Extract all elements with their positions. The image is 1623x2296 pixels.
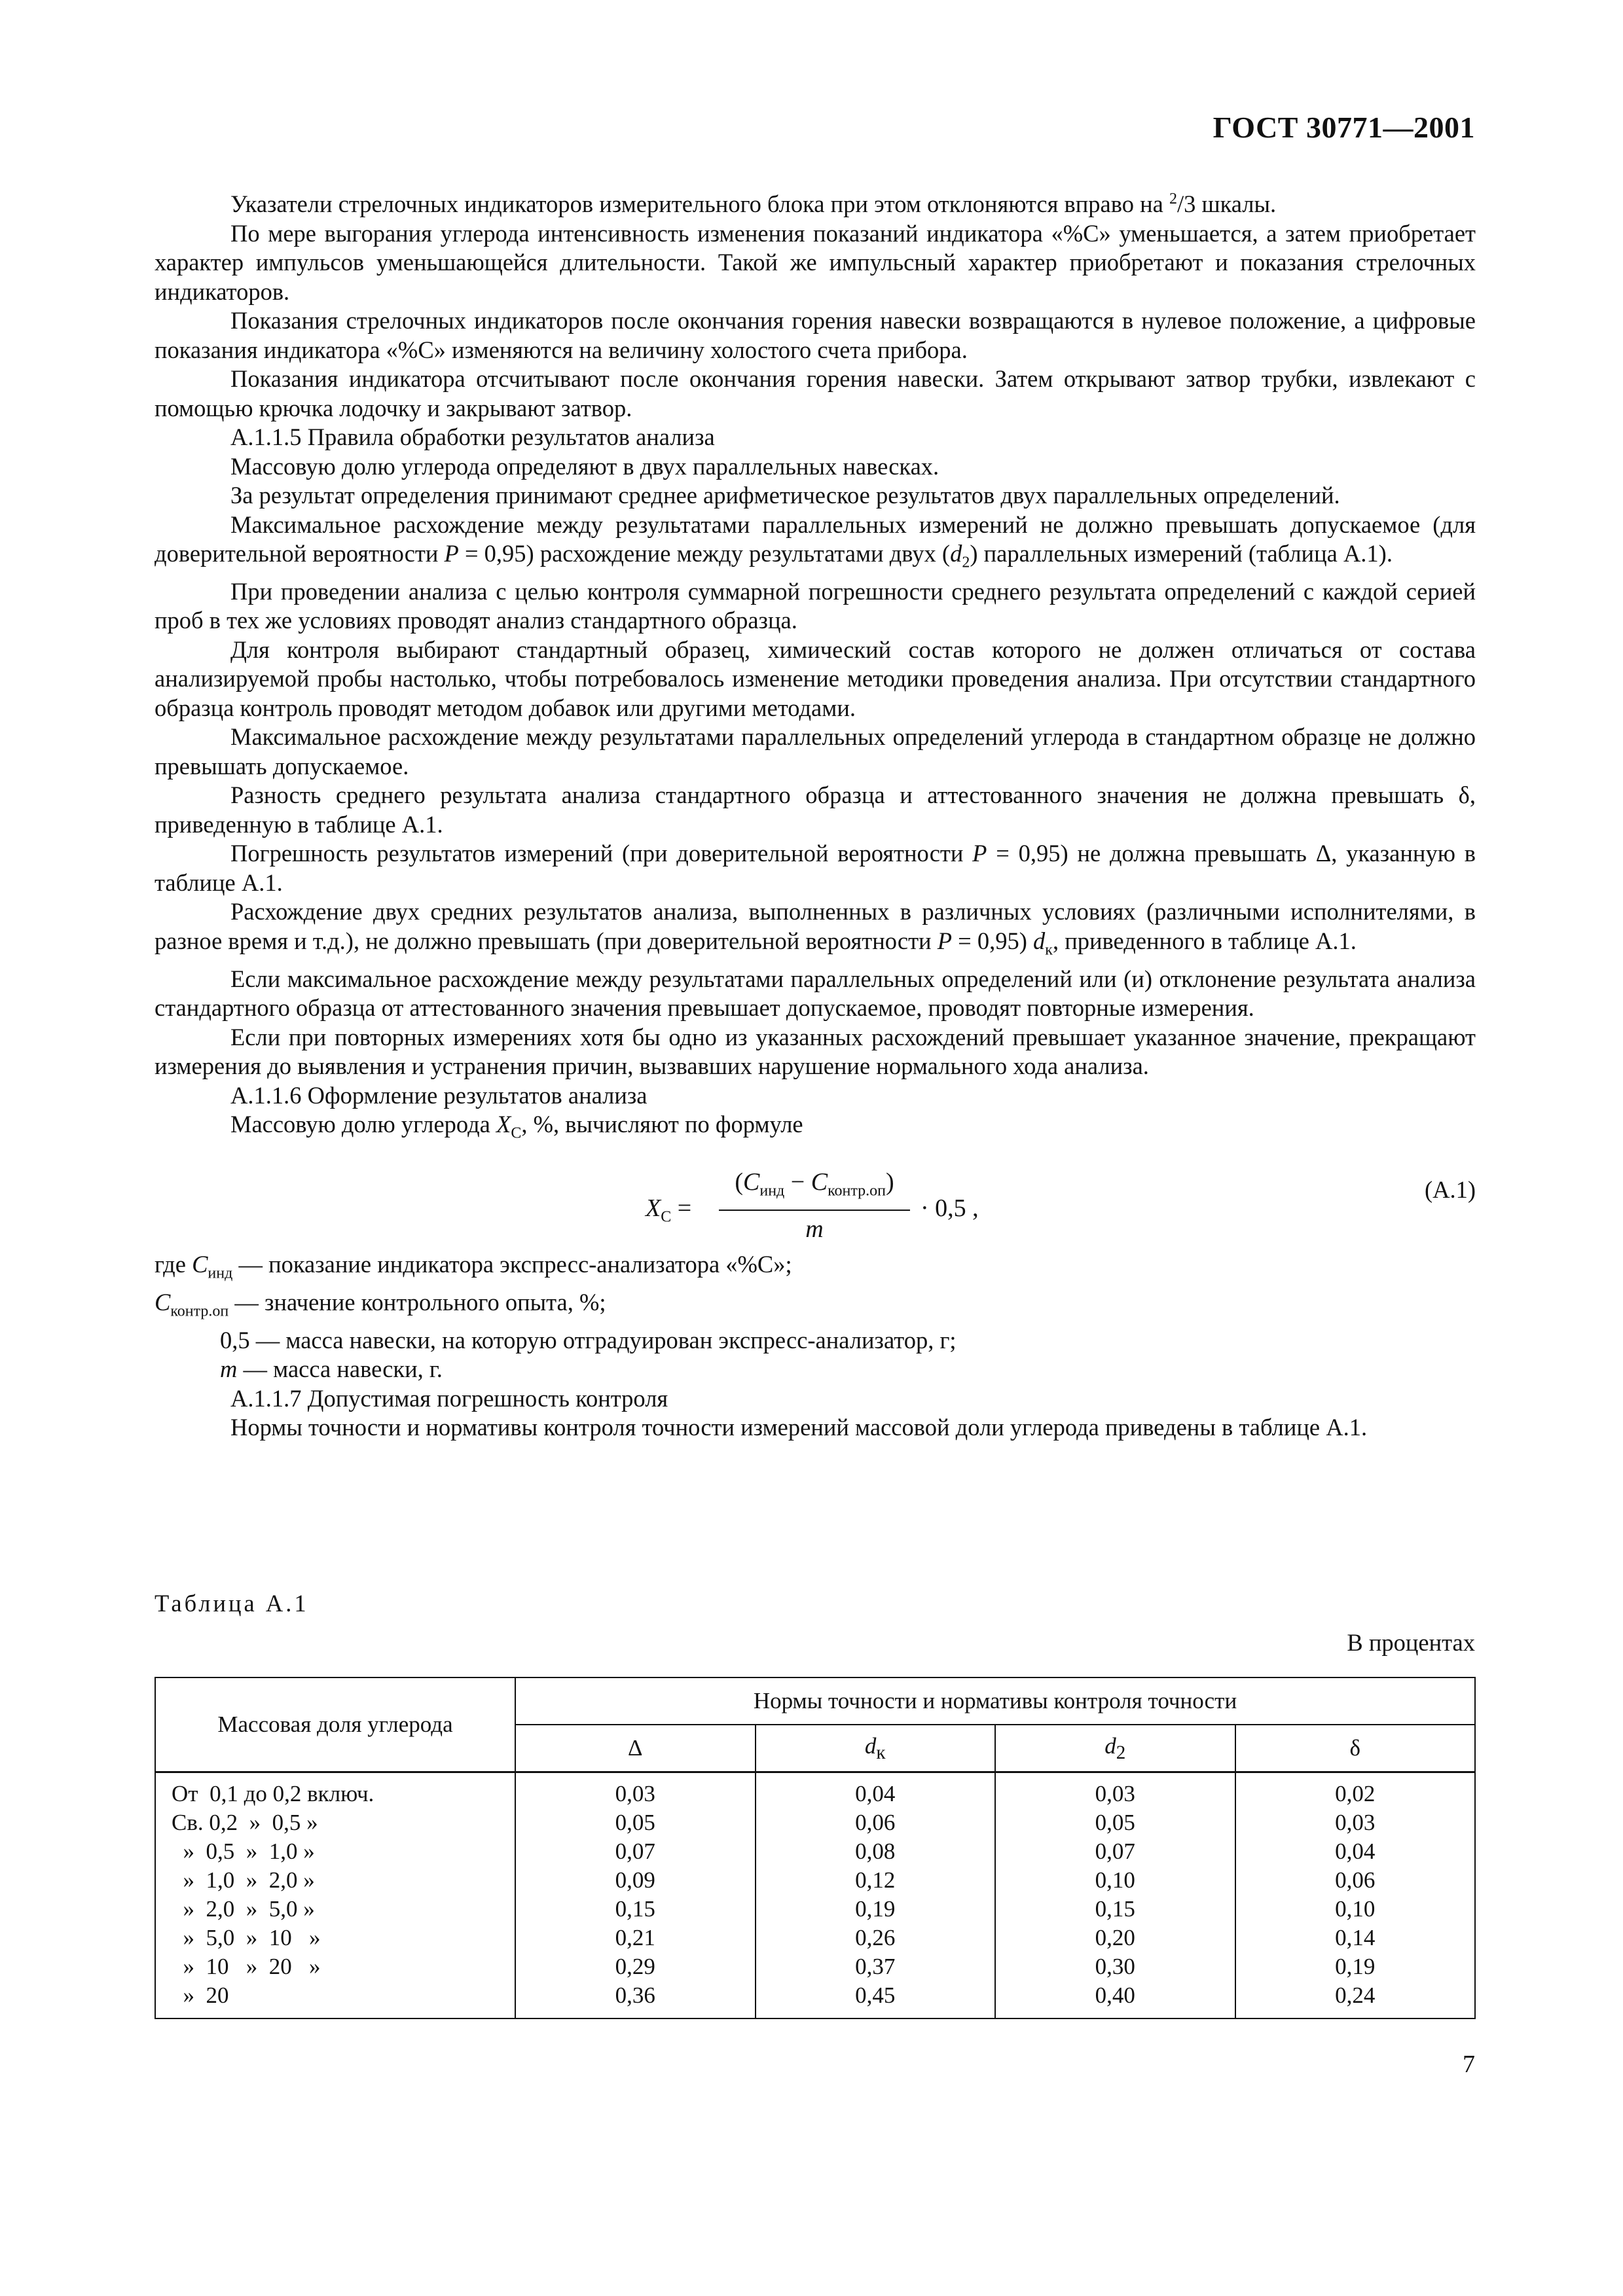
table-cell: 0,36 (615, 1982, 655, 2008)
paragraph: Нормы точности и нормативы контроля точности измерений массовой доли углерода приведены в таблице А.1. (230, 1414, 1368, 1441)
legend-line: m — масса навески, г. (220, 1355, 443, 1383)
table-cell: 0,19 (855, 1896, 896, 1922)
table-cell: 0,45 (855, 1982, 896, 2008)
table-cell: 0,20 (1095, 1925, 1135, 1950)
section-heading: А.1.1.5 Правила обработки результатов анализа (230, 423, 715, 451)
table-cell: 0,06 (1335, 1867, 1376, 1893)
table-cell: 0,02 (1335, 1781, 1376, 1806)
formula-fraction (719, 1168, 910, 1244)
header-d2: $d_2$ (995, 1725, 1235, 1772)
table-cell: 0,03 (615, 1781, 655, 1806)
table-cell: 0,29 (615, 1954, 655, 1979)
legend-line: 0,5 — масса навески, на которую отградуирован экспресс-анализатор, г; (220, 1326, 957, 1354)
paragraph: Если при повторных измерениях хотя бы одно из указанных расхождений превышает указанное значение, прекращают измерения до выявления и устранения причин, вызвавших нарушение нормального хода анализа. (155, 1023, 1476, 1080)
section-heading: А.1.1.7 Допустимая погрешность контроля (230, 1384, 668, 1412)
section-heading: А.1.1.6 Оформление результатов анализа (230, 1081, 647, 1109)
header-delta: Δ (515, 1725, 756, 1772)
table-cell: » 5,0 » 10 » (172, 1925, 321, 1950)
formula-number: (А.1) (1424, 1176, 1476, 1204)
body-text (155, 185, 1476, 1443)
fraction-bar (719, 1210, 910, 1211)
d2-column (995, 1772, 1235, 2019)
paragraph: Расхождение двух средних результатов анализа, выполненных в различных условиях (различными исполнителями, в разное время и т.д.), не должно превышать (при доверительной вероятности P = 0,95) $d_к$, приведенного в таблице А.1. (155, 898, 1476, 959)
legend-line: $С_{контр.оп}$ — значение контрольного опыта, %; (155, 1288, 606, 1320)
table-cell: 0,06 (855, 1810, 896, 1835)
header-group: Нормы точности и нормативы контроля точности (515, 1677, 1475, 1725)
table-cell: » 10 » 20 » (172, 1954, 321, 1979)
table-cell: 0,05 (615, 1810, 655, 1835)
table-cell: 0,26 (855, 1925, 896, 1950)
formula-rhs: · 0,5 , (921, 1194, 979, 1223)
table-cell: 0,12 (855, 1867, 896, 1893)
delta-small-column (1235, 1772, 1476, 2019)
delta-column (515, 1772, 756, 2019)
table-cell: От 0,1 до 0,2 включ. (172, 1781, 374, 1806)
formula-lhs: $X_С$ = (646, 1194, 692, 1226)
paragraph: Если максимальное расхождение между результатами параллельных определений или (и) отклонение результата анализа стандартного образца от аттестованного значения превышает допускаемое, проводят повторные измерения. (155, 965, 1476, 1022)
table-cell: 0,04 (855, 1781, 896, 1806)
paragraph: Разность среднего результата анализа стандартного образца и аттестованного значения не должна превышать δ, приведенную в таблице А.1. (155, 781, 1476, 838)
table-cell: » 1,0 » 2,0 » (172, 1867, 315, 1893)
table-cell: 0,19 (1335, 1954, 1376, 1979)
paragraph: Массовую долю углерода определяют в двух параллельных навесках. (230, 452, 939, 480)
table-cell: 0,40 (1095, 1982, 1135, 2008)
header-dk: $d_к$ (756, 1725, 996, 1772)
table-cell: 0,24 (1335, 1982, 1376, 2008)
legend-line: где $С_{инд}$ — показание индикатора экспресс-анализатора «%С»; (155, 1251, 792, 1282)
table-cell: 0,09 (615, 1867, 655, 1893)
paragraph: Максимальное расхождение между результатами параллельных определений углерода в стандартном образце не должно превышать допускаемое. (155, 723, 1476, 780)
paragraph: При проведении анализа с целью контроля суммарной погрешности среднего результата определений с каждой серией проб в тех же условиях проводят анализ стандартного образца. (155, 577, 1476, 634)
table-cell: 0,15 (615, 1896, 655, 1922)
table-cell: 0,30 (1095, 1954, 1135, 1979)
table-cell: 0,07 (1095, 1839, 1135, 1864)
table-cell: 0,14 (1335, 1925, 1376, 1950)
table-units: В процентах (1347, 1629, 1475, 1656)
table-cell: 0,05 (1095, 1810, 1135, 1835)
paragraph: За результат определения принимают среднее арифметическое результатов двух параллельных определений. (230, 482, 1340, 509)
table-cell: 0,37 (855, 1954, 896, 1979)
table-cell: » 0,5 » 1,0 » (172, 1839, 315, 1864)
paragraph: Показания стрелочных индикаторов после окончания горения навески возвращаются в нулевое положение, а цифровые показания индикатора «%С» изменяются на величину холостого счета прибора. (155, 307, 1476, 363)
paragraph: Максимальное расхождение между результатами параллельных измерений не должно превышать допускаемое (для доверительной вероятности P = 0,95) расхождение между результатами двух $(d_2)$ параллельных измерений (таблица А.1). (155, 511, 1476, 571)
table-cell: 0,10 (1095, 1867, 1135, 1893)
table-cell: 0,03 (1095, 1781, 1135, 1806)
header-carbon-fraction: Массовая доля углерода (155, 1677, 515, 1772)
table-cell: » 2,0 » 5,0 » (172, 1896, 315, 1922)
table-cell: 0,08 (855, 1839, 896, 1864)
paragraph: Указатели стрелочных индикаторов измерительного блока при этом отклоняются вправо на $^2$/3 шкалы. (230, 190, 1277, 218)
table-cell: 0,07 (615, 1839, 655, 1864)
paragraph: Массовую долю углерода $X_С$, %, вычисляют по формуле (230, 1111, 803, 1142)
dk-column (756, 1772, 996, 2019)
page-number: 7 (1463, 2051, 1475, 2078)
formula-block (155, 1157, 1476, 1246)
paragraph: Погрешность результатов измерений (при доверительной вероятности P = 0,95) не должна превышать Δ, указанную в таблице А.1. (155, 840, 1476, 896)
formula-numerator: $(С_{инд} - С_{контр.оп})$ (735, 1168, 894, 1200)
table-cell: » 20 (172, 1982, 229, 2008)
table-cell: 0,04 (1335, 1839, 1376, 1864)
table-cell: Св. 0,2 » 0,5 » (172, 1810, 318, 1835)
accuracy-table (155, 1677, 1476, 2019)
formula-denominator: m (805, 1215, 824, 1244)
category-column (155, 1772, 515, 2019)
table-caption: Таблица А.1 (155, 1590, 309, 1617)
table-cell: 0,10 (1335, 1896, 1376, 1922)
paragraph: По мере выгорания углерода интенсивность изменения показаний индикатора «%С» уменьшается, а затем приобретает характер импульсов уменьшающейся длительности. Такой же импульсный характер приобретают и показания стрелочных индикаторов. (155, 219, 1476, 305)
table-cell: 0,21 (615, 1925, 655, 1950)
table-cell: 0,03 (1335, 1810, 1376, 1835)
table-cell: 0,15 (1095, 1896, 1135, 1922)
paragraph: Для контроля выбирают стандартный образец, химический состав которого не должен отличаться от состава анализируемой пробы настолько, чтобы потребовалось изменение методики проведения анализа. При отсутствии стандартного образца контроль проводят методом добавок или другими методами. (155, 636, 1476, 721)
paragraph: Показания индикатора отсчитывают после окончания горения навески. Затем открывают затвор трубки, извлекают с помощью крючка лодочку и закрывают затвор. (155, 365, 1476, 422)
document-id: ГОСТ 30771—2001 (1213, 111, 1475, 144)
header-delta-small: δ (1235, 1725, 1476, 1772)
table-row (155, 1772, 1475, 2019)
